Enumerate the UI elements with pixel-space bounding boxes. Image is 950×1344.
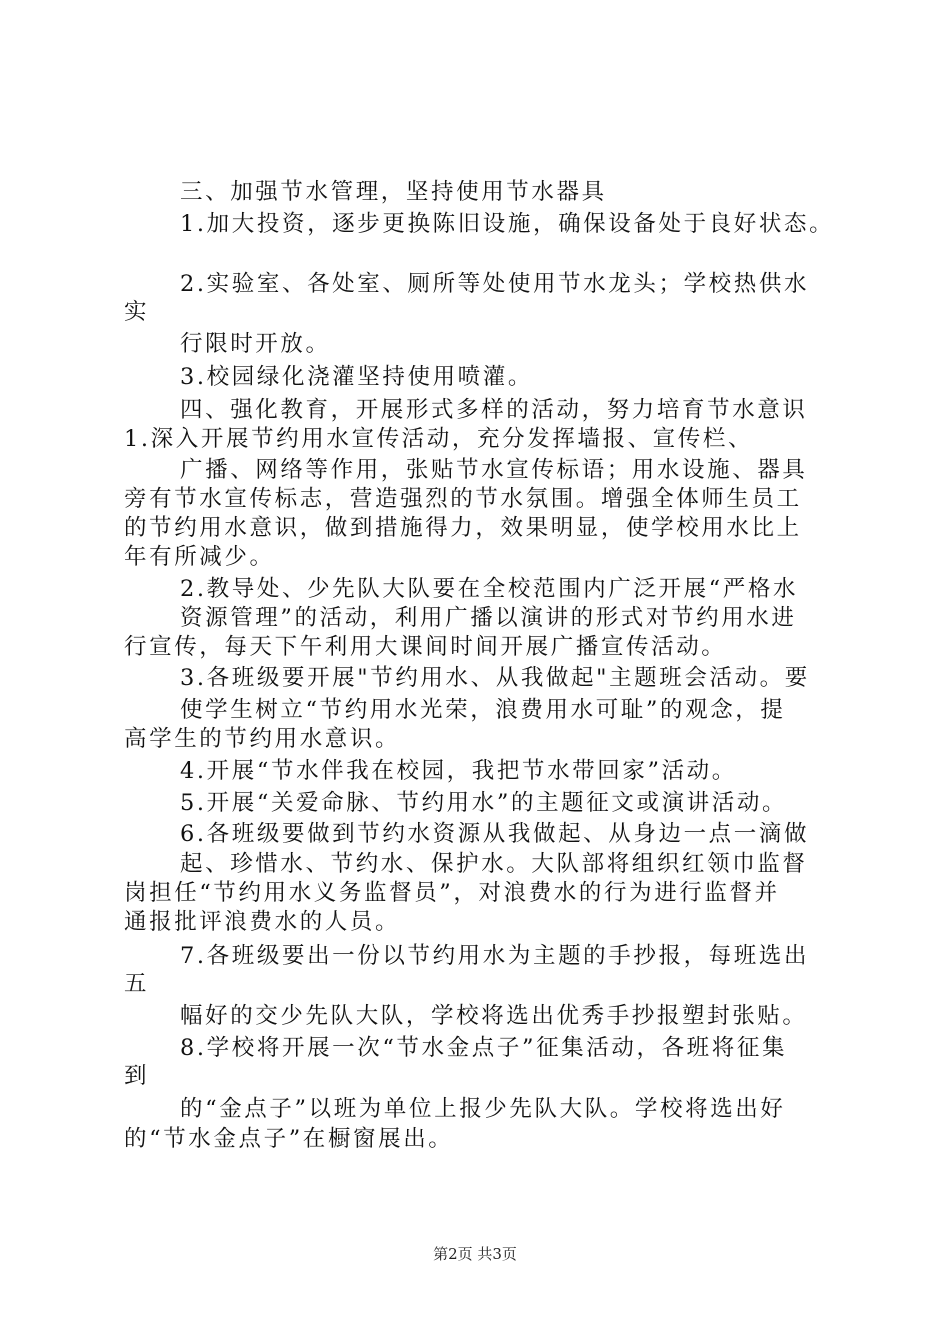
paragraph-line: 1.深入开展节约用水宣传活动，充分发挥墙报、宣传栏、	[124, 426, 754, 452]
paragraph-line: 7.各班级要出一份以节约用水为主题的手抄报，每班选出	[180, 943, 810, 969]
paragraph-line: 幅好的交少先队大队，学校将选出优秀手抄报塑封张贴。	[180, 1003, 808, 1029]
paragraph-line: 的“金点子”以班为单位上报少先队大队。学校将选出好	[180, 1096, 786, 1122]
paragraph-line: 年有所减少。	[124, 544, 275, 570]
paragraph-line: 4.开展“节水伴我在校园，我把节水带回家”活动。	[180, 758, 737, 784]
section-heading-4: 四、强化教育，开展形式多样的活动，努力培育节水意识	[180, 397, 808, 423]
paragraph-line: 6.各班级要做到节约水资源从我做起、从身边一点一滴做	[180, 821, 810, 847]
paragraph-line: 的节约用水意识，做到措施得力，效果明显，使学校用水比上	[124, 515, 802, 541]
paragraph-line: 实	[124, 299, 150, 325]
paragraph-line: 岗担任“节约用水义务监督员”，对浪费水的行为进行监督并	[124, 880, 780, 906]
paragraph-line: 到	[124, 1063, 150, 1089]
paragraph-line: 的“节水金点子”在橱窗展出。	[124, 1126, 454, 1152]
paragraph-line: 2.教导处、少先队大队要在全校范围内广泛开展“严格水	[180, 576, 799, 602]
paragraph-line: 3.各班级要开展"节约用水、从我做起"主题班会活动。要	[180, 665, 810, 691]
paragraph-line: 行限时开放。	[180, 331, 331, 357]
paragraph-line: 2.实验室、各处室、厕所等处使用节水龙头；学校热供水	[180, 271, 810, 297]
paragraph-line: 广播、网络等作用，张贴节水宣传标语；用水设施、器具	[180, 457, 808, 483]
page-footer: 第2页 共3页	[433, 1245, 517, 1263]
paragraph-line: 资源管理”的活动，利用广播以演讲的形式对节约用水进	[180, 605, 797, 631]
section-heading-3: 三、加强节水管理，坚持使用节水器具	[180, 179, 607, 205]
paragraph-line: 五	[124, 971, 150, 997]
paragraph-line: 高学生的节约用水意识。	[124, 726, 401, 752]
paragraph-line: 使学生树立“节约用水光荣，浪费用水可耻”的观念，提	[180, 697, 786, 723]
paragraph-line: 5.开展“关爱命脉、节约用水”的主题征文或演讲活动。	[180, 790, 788, 816]
paragraph-line: 通报批评浪费水的人员。	[124, 909, 401, 935]
paragraph-line: 旁有节水宣传标志，营造强烈的节水氛围。增强全体师生员工	[124, 486, 802, 512]
paragraph-line: 1.加大投资，逐步更换陈旧设施，确保设备处于良好状态。	[180, 211, 835, 237]
paragraph-line: 起、珍惜水、节约水、保护水。大队部将组织红领巾监督	[180, 851, 808, 877]
paragraph-line: 8.学校将开展一次“节水金点子”征集活动，各班将征集	[180, 1035, 788, 1061]
paragraph-line: 行宣传，每天下午利用大课间时间开展广播宣传活动。	[124, 634, 727, 660]
paragraph-line: 3.校园绿化浇灌坚持使用喷灌。	[180, 364, 533, 390]
